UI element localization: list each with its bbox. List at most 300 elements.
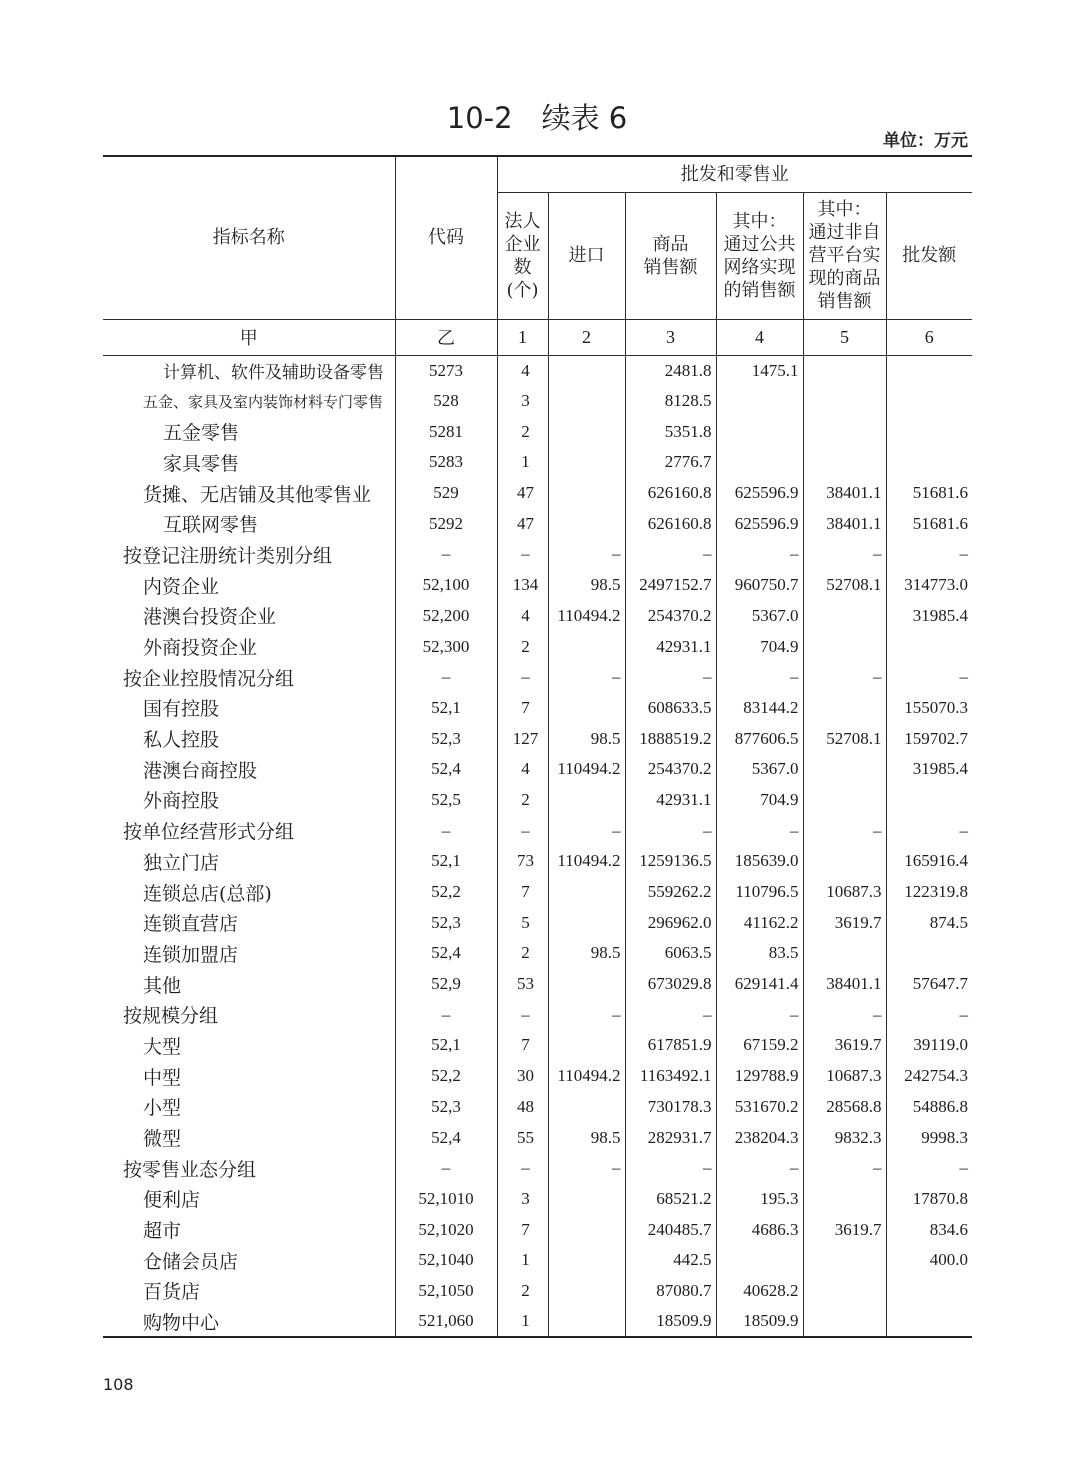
cell-platform-sales [803, 1245, 886, 1276]
table-row [103, 1306, 972, 1337]
header-platform-sales [803, 192, 886, 319]
cell-online-sales: – [716, 815, 803, 846]
header-import [548, 192, 625, 319]
table-body [103, 355, 972, 1337]
indicator-code: 52,2 [395, 1061, 497, 1092]
header-line: 企业 [504, 233, 541, 255]
indicator-code: – [395, 1153, 497, 1184]
cell-enterprise-count: 7 [497, 1214, 548, 1245]
table-row [103, 1245, 972, 1276]
cell-import: – [548, 662, 625, 693]
cell-wholesale: 51681.6 [886, 508, 972, 539]
cell-platform-sales [803, 601, 886, 632]
cell-online-sales: 18509.9 [716, 1306, 803, 1337]
cell-import [548, 416, 625, 447]
cell-sales: 254370.2 [625, 754, 716, 785]
cell-platform-sales: 3619.7 [803, 1214, 886, 1245]
indicator-name: 百货店 [143, 1281, 201, 1304]
header-sales [625, 192, 716, 319]
table-row [103, 447, 972, 478]
cell-import [548, 631, 625, 662]
cell-sales: 240485.7 [625, 1214, 716, 1245]
indicator-code: 52,1 [395, 1030, 497, 1061]
cell-import: – [548, 539, 625, 570]
indicator-code: 52,1020 [395, 1214, 497, 1245]
cell-wholesale: 834.6 [886, 1214, 972, 1245]
cell-enterprise-count: 1 [497, 1245, 548, 1276]
indicator-name: 外商投资企业 [143, 637, 258, 660]
cell-platform-sales: 9832.3 [803, 1122, 886, 1153]
cell-wholesale: 159702.7 [886, 723, 972, 754]
cell-online-sales: 1475.1 [716, 355, 803, 386]
cell-wholesale [886, 416, 972, 447]
cell-enterprise-count: 7 [497, 877, 548, 908]
cell-online-sales: 40628.2 [716, 1276, 803, 1307]
column-index: 3 [625, 319, 716, 355]
cell-enterprise-count: 47 [497, 508, 548, 539]
cell-wholesale: 314773.0 [886, 570, 972, 601]
cell-platform-sales [803, 355, 886, 386]
cell-online-sales: 83.5 [716, 938, 803, 969]
header-line: 批发额 [902, 245, 957, 266]
column-index: 2 [548, 319, 625, 355]
indicator-code: 52,100 [395, 570, 497, 601]
header-wholesale-retail: 批发和零售业 [497, 156, 972, 192]
cell-wholesale: 874.5 [886, 907, 972, 938]
cell-sales: 2776.7 [625, 447, 716, 478]
table-row [103, 355, 972, 386]
cell-enterprise-count: 53 [497, 969, 548, 1000]
indicator-name: 连锁直营店 [143, 913, 239, 936]
cell-online-sales [716, 416, 803, 447]
cell-sales: 442.5 [625, 1245, 716, 1276]
indicator-name: 便利店 [143, 1189, 201, 1212]
cell-enterprise-count: 2 [497, 785, 548, 816]
cell-wholesale [886, 447, 972, 478]
indicator-name: 按规模分组 [123, 1005, 219, 1028]
table-row [103, 969, 972, 1000]
header-line: 销售额 [643, 256, 698, 278]
cell-platform-sales: 38401.1 [803, 508, 886, 539]
table-header [103, 156, 972, 355]
indicator-code: – [395, 999, 497, 1030]
group-header-row [103, 999, 972, 1030]
cell-enterprise-count: 2 [497, 938, 548, 969]
cell-online-sales: 531670.2 [716, 1092, 803, 1123]
cell-sales: 730178.3 [625, 1092, 716, 1123]
cell-enterprise-count: – [497, 1153, 548, 1184]
indicator-code: 521,060 [395, 1306, 497, 1337]
table-row [103, 785, 972, 816]
cell-platform-sales [803, 846, 886, 877]
indicator-name: 按零售业态分组 [123, 1158, 257, 1181]
table-row [103, 723, 972, 754]
cell-wholesale: – [886, 1153, 972, 1184]
header-enterprise-count [497, 192, 548, 319]
cell-sales: – [625, 815, 716, 846]
indicator-name: 大型 [143, 1035, 182, 1058]
cell-online-sales: 5367.0 [716, 754, 803, 785]
cell-sales: 8128.5 [625, 386, 716, 417]
cell-wholesale: 31985.4 [886, 601, 972, 632]
cell-sales: 617851.9 [625, 1030, 716, 1061]
header-line: 法人 [504, 210, 541, 232]
indicator-name: 外商控股 [143, 790, 220, 813]
cell-wholesale: 400.0 [886, 1245, 972, 1276]
cell-wholesale [886, 785, 972, 816]
indicator-code: 52,4 [395, 938, 497, 969]
cell-platform-sales [803, 1306, 886, 1337]
header-line: 数 [513, 256, 532, 278]
cell-import [548, 447, 625, 478]
header-line: 通过非自 [808, 222, 881, 243]
cell-import [548, 1306, 625, 1337]
cell-online-sales: 129788.9 [716, 1061, 803, 1092]
cell-sales: 1888519.2 [625, 723, 716, 754]
indicator-name: 家具零售 [163, 452, 240, 475]
cell-platform-sales: 3619.7 [803, 907, 886, 938]
table-row [103, 1122, 972, 1153]
cell-platform-sales: 38401.1 [803, 478, 886, 509]
table-row [103, 877, 972, 908]
cell-online-sales: 629141.4 [716, 969, 803, 1000]
cell-online-sales: 877606.5 [716, 723, 803, 754]
indicator-name: 私人控股 [143, 729, 220, 752]
cell-enterprise-count: 4 [497, 754, 548, 785]
cell-import: 110494.2 [548, 846, 625, 877]
header-line: 商品 [652, 233, 689, 255]
cell-import [548, 1276, 625, 1307]
indicator-code: 52,3 [395, 907, 497, 938]
cell-sales: 6063.5 [625, 938, 716, 969]
indicator-code: 52,1050 [395, 1276, 497, 1307]
indicator-name: 微型 [143, 1128, 182, 1151]
cell-wholesale [886, 355, 972, 386]
cell-platform-sales: 10687.3 [803, 877, 886, 908]
indicator-name: 连锁加盟店 [143, 943, 239, 966]
page-number: 108 [103, 1375, 134, 1394]
cell-online-sales: – [716, 662, 803, 693]
indicator-name: 按单位经营形式分组 [123, 821, 295, 844]
cell-wholesale: 122319.8 [886, 877, 972, 908]
cell-enterprise-count: 2 [497, 416, 548, 447]
statistics-table [103, 155, 972, 1338]
cell-enterprise-count: – [497, 815, 548, 846]
table-row [103, 938, 972, 969]
cell-online-sales: 625596.9 [716, 508, 803, 539]
cell-online-sales: 960750.7 [716, 570, 803, 601]
cell-sales: 296962.0 [625, 907, 716, 938]
indicator-code: 52,300 [395, 631, 497, 662]
indicator-name: 独立门店 [143, 851, 220, 874]
table-row [103, 1092, 972, 1123]
indicator-code: – [395, 815, 497, 846]
cell-import [548, 907, 625, 938]
cell-online-sales: 67159.2 [716, 1030, 803, 1061]
indicator-name: 互联网零售 [163, 514, 259, 537]
cell-platform-sales [803, 386, 886, 417]
indicator-code: 52,200 [395, 601, 497, 632]
cell-online-sales: 5367.0 [716, 601, 803, 632]
cell-wholesale: 54886.8 [886, 1092, 972, 1123]
indicator-name: 超市 [143, 1220, 182, 1243]
group-header-row [103, 1153, 972, 1184]
cell-wholesale [886, 938, 972, 969]
cell-sales: 5351.8 [625, 416, 716, 447]
table-row [103, 754, 972, 785]
cell-wholesale: – [886, 815, 972, 846]
table-row [103, 1184, 972, 1215]
cell-enterprise-count: 2 [497, 631, 548, 662]
table-row [103, 416, 972, 447]
indicator-code: 5273 [395, 355, 497, 386]
cell-online-sales: 185639.0 [716, 846, 803, 877]
header-line: 现的商品 [808, 268, 881, 289]
cell-enterprise-count: 48 [497, 1092, 548, 1123]
cell-platform-sales: – [803, 1153, 886, 1184]
cell-import: 110494.2 [548, 754, 625, 785]
cell-sales: 42931.1 [625, 631, 716, 662]
cell-wholesale: – [886, 999, 972, 1030]
table-row [103, 1214, 972, 1245]
cell-platform-sales: – [803, 815, 886, 846]
cell-sales: 2481.8 [625, 355, 716, 386]
indicator-name: 国有控股 [143, 698, 220, 721]
indicator-name: 仓储会员店 [143, 1250, 239, 1273]
cell-sales: 2497152.7 [625, 570, 716, 601]
cell-online-sales: – [716, 1153, 803, 1184]
cell-platform-sales: 38401.1 [803, 969, 886, 1000]
cell-platform-sales [803, 631, 886, 662]
cell-sales: 87080.7 [625, 1276, 716, 1307]
cell-import [548, 1092, 625, 1123]
cell-wholesale [886, 386, 972, 417]
indicator-name: 小型 [143, 1097, 182, 1120]
column-index: 1 [497, 319, 548, 355]
cell-platform-sales [803, 785, 886, 816]
cell-wholesale: 165916.4 [886, 846, 972, 877]
group-header-row [103, 539, 972, 570]
cell-online-sales: 4686.3 [716, 1214, 803, 1245]
column-index: 6 [886, 319, 972, 355]
cell-sales: 1163492.1 [625, 1061, 716, 1092]
cell-enterprise-count: 73 [497, 846, 548, 877]
cell-platform-sales: 28568.8 [803, 1092, 886, 1123]
cell-sales: 1259136.5 [625, 846, 716, 877]
indicator-code: 52,3 [395, 1092, 497, 1123]
cell-enterprise-count: 30 [497, 1061, 548, 1092]
cell-import [548, 1214, 625, 1245]
header-row-group [103, 156, 972, 192]
cell-sales: 673029.8 [625, 969, 716, 1000]
cell-import: 98.5 [548, 570, 625, 601]
header-line: 的销售额 [723, 279, 796, 301]
cell-enterprise-count: 3 [497, 1184, 548, 1215]
cell-sales: 608633.5 [625, 693, 716, 724]
cell-online-sales: 704.9 [716, 631, 803, 662]
cell-import [548, 969, 625, 1000]
cell-online-sales: – [716, 539, 803, 570]
cell-sales: – [625, 1153, 716, 1184]
cell-import [548, 508, 625, 539]
group-header-row [103, 815, 972, 846]
table-row [103, 570, 972, 601]
cell-enterprise-count: 134 [497, 570, 548, 601]
cell-import [548, 693, 625, 724]
cell-online-sales: 41162.2 [716, 907, 803, 938]
indicator-code: 52,1 [395, 846, 497, 877]
cell-enterprise-count: 5 [497, 907, 548, 938]
cell-platform-sales: 10687.3 [803, 1061, 886, 1092]
cell-online-sales: 625596.9 [716, 478, 803, 509]
cell-import [548, 1184, 625, 1215]
cell-enterprise-count: – [497, 999, 548, 1030]
cell-sales: 626160.8 [625, 508, 716, 539]
cell-enterprise-count: 47 [497, 478, 548, 509]
indicator-name: 购物中心 [103, 1306, 395, 1337]
column-index: 乙 [395, 319, 497, 355]
indicator-code: 52,1010 [395, 1184, 497, 1215]
cell-platform-sales: – [803, 539, 886, 570]
table-row [103, 508, 972, 539]
cell-sales: 42931.1 [625, 785, 716, 816]
cell-sales: 282931.7 [625, 1122, 716, 1153]
cell-enterprise-count: – [497, 662, 548, 693]
cell-online-sales: – [716, 999, 803, 1030]
group-header-row [103, 662, 972, 693]
cell-wholesale: – [886, 539, 972, 570]
header-line: 其中： [817, 199, 872, 220]
cell-wholesale: 155070.3 [886, 693, 972, 724]
cell-platform-sales: 52708.1 [803, 723, 886, 754]
cell-import: – [548, 815, 625, 846]
cell-import: – [548, 1153, 625, 1184]
table-row [103, 478, 972, 509]
header-line: 销售额 [817, 291, 872, 312]
cell-online-sales: 195.3 [716, 1184, 803, 1215]
cell-online-sales: 238204.3 [716, 1122, 803, 1153]
indicator-code: 5292 [395, 508, 497, 539]
indicator-name: 港澳台投资企业 [143, 606, 277, 629]
header-line: 通过公共 [723, 233, 796, 255]
cell-online-sales [716, 447, 803, 478]
indicator-name: 五金零售 [163, 422, 240, 445]
indicator-code: 529 [395, 478, 497, 509]
cell-wholesale: 39119.0 [886, 1030, 972, 1061]
unit-label: 单位：万元 [883, 131, 968, 151]
cell-platform-sales: 3619.7 [803, 1030, 886, 1061]
cell-sales: – [625, 539, 716, 570]
table-row [103, 631, 972, 662]
table-row [103, 601, 972, 632]
cell-import [548, 1245, 625, 1276]
table-row [103, 907, 972, 938]
table-row [103, 693, 972, 724]
cell-wholesale: 51681.6 [886, 478, 972, 509]
header-line: 进口 [568, 245, 605, 266]
cell-wholesale: 9998.3 [886, 1122, 972, 1153]
cell-import [548, 355, 625, 386]
indicator-name: 五金、家具及室内装饰材料专门零售 [143, 392, 384, 411]
header-wholesale [886, 192, 972, 319]
indicator-name: 按企业控股情况分组 [123, 667, 295, 690]
cell-import [548, 785, 625, 816]
cell-enterprise-count: 4 [497, 601, 548, 632]
table-row [103, 1030, 972, 1061]
table-row [103, 846, 972, 877]
indicator-code: 52,1040 [395, 1245, 497, 1276]
cell-sales: 18509.9 [625, 1306, 716, 1337]
cell-import: 110494.2 [548, 601, 625, 632]
indicator-code: 52,9 [395, 969, 497, 1000]
indicator-code: 52,3 [395, 723, 497, 754]
cell-wholesale: 57647.7 [886, 969, 972, 1000]
cell-import [548, 386, 625, 417]
indicator-code: 5283 [395, 447, 497, 478]
cell-online-sales [716, 386, 803, 417]
indicator-name: 货摊、无店铺及其他零售业 [143, 483, 372, 506]
cell-platform-sales: 52708.1 [803, 570, 886, 601]
cell-wholesale: – [886, 662, 972, 693]
cell-online-sales: 83144.2 [716, 693, 803, 724]
cell-import: 98.5 [548, 938, 625, 969]
header-indicator-name: 指标名称 [103, 156, 395, 319]
indicator-code: 52,5 [395, 785, 497, 816]
indicator-code: 5281 [395, 416, 497, 447]
cell-online-sales: 704.9 [716, 785, 803, 816]
cell-enterprise-count: 4 [497, 355, 548, 386]
table-row [103, 1276, 972, 1307]
indicator-code: 52,4 [395, 1122, 497, 1153]
cell-wholesale: 17870.8 [886, 1184, 972, 1215]
cell-enterprise-count: 3 [497, 386, 548, 417]
cell-import: 98.5 [548, 723, 625, 754]
cell-platform-sales: – [803, 999, 886, 1030]
indicator-code: 52,1 [395, 693, 497, 724]
header-code: 代码 [395, 156, 497, 319]
indicator-code: 528 [395, 386, 497, 417]
cell-sales: 559262.2 [625, 877, 716, 908]
header-line: 营平台实 [808, 245, 881, 266]
cell-import: 98.5 [548, 1122, 625, 1153]
cell-sales: 68521.2 [625, 1184, 716, 1215]
column-index: 5 [803, 319, 886, 355]
indicator-name: 按登记注册统计类别分组 [123, 544, 333, 567]
cell-wholesale: 242754.3 [886, 1061, 972, 1092]
cell-enterprise-count: 2 [497, 1276, 548, 1307]
indicator-name: 港澳台商控股 [143, 759, 258, 782]
cell-sales: 254370.2 [625, 601, 716, 632]
cell-enterprise-count: – [497, 539, 548, 570]
cell-import [548, 877, 625, 908]
cell-platform-sales [803, 416, 886, 447]
cell-sales: 626160.8 [625, 478, 716, 509]
cell-sales: – [625, 662, 716, 693]
cell-platform-sales [803, 693, 886, 724]
cell-platform-sales [803, 1184, 886, 1215]
cell-wholesale [886, 1306, 972, 1337]
indicator-name: 其他 [143, 974, 182, 997]
cell-online-sales [716, 1245, 803, 1276]
table-row [103, 1061, 972, 1092]
cell-wholesale [886, 631, 972, 662]
cell-enterprise-count: 55 [497, 1122, 548, 1153]
cell-enterprise-count: 1 [497, 447, 548, 478]
cell-platform-sales: – [803, 662, 886, 693]
cell-online-sales: 110796.5 [716, 877, 803, 908]
indicator-code: – [395, 539, 497, 570]
column-index-row [103, 319, 972, 355]
